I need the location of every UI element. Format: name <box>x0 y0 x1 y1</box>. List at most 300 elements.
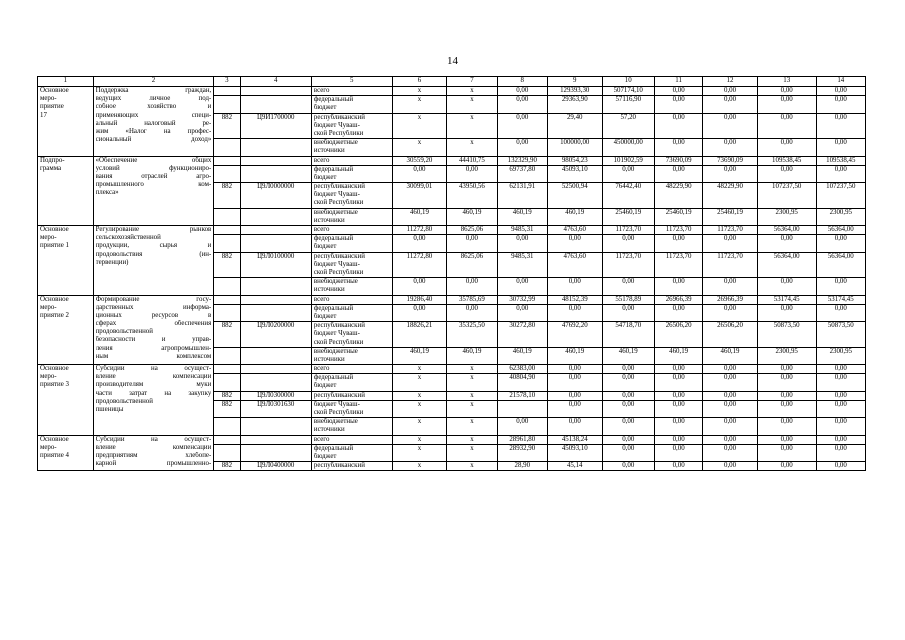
text-line: Основное <box>40 295 69 303</box>
amount-cell: 0,00 <box>654 365 702 374</box>
text-line: применяющих специ- <box>95 111 212 119</box>
text-line: тервенции) <box>95 258 129 266</box>
grbs-code <box>214 435 240 444</box>
amount-cell: 45,14 <box>547 462 602 471</box>
text-line: республиканский <box>313 462 365 470</box>
text-line: федеральный <box>313 304 354 312</box>
amount-cell: 53174,45 <box>757 295 816 304</box>
grbs-code: 882 <box>214 391 240 400</box>
funding-source <box>311 322 392 348</box>
text-line: источники <box>313 147 345 155</box>
amount-cell: 0,00 <box>497 304 547 321</box>
amount-cell: 107237,50 <box>816 183 865 209</box>
activity-title <box>93 435 214 471</box>
amount-cell: 0,00 <box>816 139 865 156</box>
amount-cell: 0,00 <box>602 435 654 444</box>
text-line: внебюджетные <box>313 418 358 426</box>
funding-source <box>311 400 392 417</box>
amount-cell: 11272,80 <box>392 252 447 278</box>
grbs-code <box>214 365 240 374</box>
amount-cell: 0,00 <box>757 444 816 461</box>
funding-source <box>311 278 392 295</box>
amount-cell: 0,00 <box>757 374 816 391</box>
amount-cell: 0,00 <box>816 235 865 252</box>
grbs-code: 882 <box>214 322 240 348</box>
text-line: 17 <box>40 111 47 119</box>
amount-cell: 35785,69 <box>447 295 497 304</box>
text-line: меро- <box>40 234 57 242</box>
text-line: продукции, сырья и <box>95 242 212 250</box>
amount-cell: 11723,70 <box>654 226 702 235</box>
column-header: 5 <box>311 77 392 87</box>
amount-cell: 48229,90 <box>703 183 758 209</box>
text-line: приятие 2 <box>40 311 69 319</box>
grbs-code: 882 <box>214 183 240 209</box>
text-line: внебюджетные <box>313 139 358 147</box>
column-header: 12 <box>703 77 758 87</box>
activity-kind <box>38 295 94 365</box>
amount-cell: x <box>447 391 497 400</box>
text-line: меро- <box>40 303 57 311</box>
text-line: республиканский <box>313 322 365 330</box>
budget-classification-code: Ц9Л0200000 <box>240 322 311 348</box>
amount-cell: 26966,39 <box>703 295 758 304</box>
text-line: всего <box>313 87 330 94</box>
amount-cell: 0,00 <box>816 374 865 391</box>
header-row <box>38 77 866 87</box>
amount-cell: x <box>447 444 497 461</box>
text-line: меро- <box>40 373 57 381</box>
column-header: 1 <box>38 77 94 87</box>
grbs-code: 882 <box>214 113 240 139</box>
amount-cell: 25460,19 <box>602 208 654 225</box>
text-line: меро- <box>40 443 57 451</box>
amount-cell: x <box>447 418 497 435</box>
grbs-code <box>214 208 240 225</box>
amount-cell: 0,00 <box>816 444 865 461</box>
text-line: республиканский <box>313 391 365 399</box>
amount-cell: 26506,20 <box>654 322 702 348</box>
text-line: карной промышленно- <box>95 460 212 468</box>
amount-cell: x <box>392 400 447 417</box>
funding-source <box>311 156 392 165</box>
text-line: вление компенсации <box>95 443 212 451</box>
text-line: внебюджетные <box>313 208 358 216</box>
amount-cell: 0,00 <box>703 391 758 400</box>
amount-cell: 0,00 <box>547 418 602 435</box>
text-line: жим «Налог на профес- <box>95 127 212 135</box>
amount-cell: 44410,75 <box>447 156 497 165</box>
funding-source <box>311 435 392 444</box>
amount-cell: 0,00 <box>497 113 547 139</box>
activity-kind <box>38 226 94 296</box>
text-line: ления агропромышлен- <box>95 344 212 352</box>
amount-cell: 0,00 <box>602 165 654 182</box>
amount-cell: 0,00 <box>816 278 865 295</box>
budget-classification-code <box>240 304 311 321</box>
amount-cell: 0,00 <box>497 87 547 96</box>
budget-classification-code: Ц9Л0000000 <box>240 183 311 209</box>
table-row <box>38 435 866 444</box>
amount-cell: 4763,60 <box>547 252 602 278</box>
amount-cell: 0,00 <box>547 365 602 374</box>
amount-cell: 0,00 <box>602 444 654 461</box>
amount-cell: 0,00 <box>757 113 816 139</box>
amount-cell: 0,00 <box>703 435 758 444</box>
amount-cell: x <box>447 96 497 113</box>
amount-cell: 11723,70 <box>602 252 654 278</box>
grbs-code <box>214 278 240 295</box>
amount-cell: 45093,10 <box>547 444 602 461</box>
amount-cell: 129393,30 <box>547 87 602 96</box>
text-line: Основное <box>40 365 69 373</box>
text-line: производителям муки <box>95 381 212 389</box>
text-line: Основное <box>40 435 69 443</box>
text-line: приятие 1 <box>40 242 69 250</box>
amount-cell: x <box>447 87 497 96</box>
amount-cell: 0,00 <box>816 87 865 96</box>
amount-cell: x <box>392 96 447 113</box>
grbs-code <box>214 87 240 96</box>
amount-cell: 0,00 <box>447 304 497 321</box>
text-line: ционных ресурсов в <box>95 311 212 319</box>
text-line: бюджет Чуваш- <box>313 260 360 268</box>
text-line: бюджет <box>313 173 337 181</box>
text-line: продовольственной <box>95 397 153 405</box>
grbs-code <box>214 295 240 304</box>
text-line: бюджет <box>313 312 337 320</box>
amount-cell: 98054,23 <box>547 156 602 165</box>
amount-cell: 11723,70 <box>602 226 654 235</box>
amount-cell: 48152,39 <box>547 295 602 304</box>
amount-cell: 0,00 <box>757 400 816 417</box>
amount-cell: 109538,45 <box>816 156 865 165</box>
amount-cell: 0,00 <box>654 400 702 417</box>
grbs-code <box>214 418 240 435</box>
text-line: источники <box>313 216 345 224</box>
amount-cell: 55178,89 <box>602 295 654 304</box>
column-header: 14 <box>816 77 865 87</box>
text-line: Поддержка граждан, <box>95 87 212 94</box>
amount-cell: 0,00 <box>497 278 547 295</box>
budget-classification-code <box>240 208 311 225</box>
amount-cell: 62383,00 <box>497 365 547 374</box>
amount-cell: 50873,50 <box>757 322 816 348</box>
amount-cell: 26966,39 <box>654 295 702 304</box>
activity-title <box>93 156 214 226</box>
text-line: предприятиям хлебопе- <box>95 451 212 459</box>
text-line: бюджет <box>313 104 337 112</box>
amount-cell: 21578,10 <box>497 391 547 400</box>
text-line: всего <box>313 435 330 443</box>
text-line: бюджет <box>313 382 337 390</box>
activity-title <box>93 226 214 296</box>
budget-classification-code <box>240 87 311 96</box>
budget-classification-code: Ц9Л0301630 <box>240 400 311 417</box>
amount-cell: 35325,50 <box>447 322 497 348</box>
amount-cell: x <box>392 391 447 400</box>
budget-classification-code <box>240 165 311 182</box>
text-line: «Обеспечение общих <box>95 156 212 164</box>
amount-cell: 62131,91 <box>497 183 547 209</box>
amount-cell: 54718,70 <box>602 322 654 348</box>
amount-cell: 30272,80 <box>497 322 547 348</box>
amount-cell: 0,00 <box>816 400 865 417</box>
amount-cell: 0,00 <box>703 87 758 96</box>
amount-cell: x <box>447 462 497 471</box>
amount-cell: x <box>447 365 497 374</box>
funding-source <box>311 391 392 400</box>
text-line: дарственных информа- <box>95 303 212 311</box>
amount-cell: 56364,00 <box>757 252 816 278</box>
text-line: ской Республики <box>313 129 364 137</box>
amount-cell: 0,00 <box>602 365 654 374</box>
text-line: альный налоговый ре- <box>95 119 212 127</box>
amount-cell: 107237,50 <box>757 183 816 209</box>
activity-kind <box>38 156 94 226</box>
funding-source <box>311 208 392 225</box>
amount-cell: 0,00 <box>703 139 758 156</box>
budget-classification-code <box>240 226 311 235</box>
text-line: ведущих личное под- <box>95 95 212 103</box>
text-line: всего <box>313 365 330 373</box>
amount-cell <box>497 400 547 417</box>
text-line: республиканский <box>313 183 365 191</box>
budget-classification-code <box>240 156 311 165</box>
amount-cell: x <box>392 139 447 156</box>
amount-cell: x <box>447 400 497 417</box>
amount-cell: 25460,19 <box>654 208 702 225</box>
amount-cell: 0,00 <box>654 304 702 321</box>
amount-cell: 2300,95 <box>757 208 816 225</box>
amount-cell: x <box>392 462 447 471</box>
budget-classification-code <box>240 365 311 374</box>
amount-cell: 0,00 <box>816 462 865 471</box>
amount-cell: 11723,70 <box>703 252 758 278</box>
column-header: 7 <box>447 77 497 87</box>
amount-cell: 47692,20 <box>547 322 602 348</box>
amount-cell: 100000,00 <box>547 139 602 156</box>
text-line: ской Республики <box>313 338 364 346</box>
amount-cell: 11723,70 <box>654 252 702 278</box>
text-line: ным комплексом <box>95 352 212 360</box>
column-header: 10 <box>602 77 654 87</box>
amount-cell: 0,00 <box>654 391 702 400</box>
amount-cell: 0,00 <box>816 391 865 400</box>
budget-classification-code: Ц9Л0400000 <box>240 462 311 471</box>
amount-cell: 30732,99 <box>497 295 547 304</box>
amount-cell: 0,00 <box>547 278 602 295</box>
funding-source <box>311 113 392 139</box>
amount-cell: 57116,90 <box>602 96 654 113</box>
text-line: вания отраслей агро- <box>95 172 212 180</box>
grbs-code: 882 <box>214 462 240 471</box>
amount-cell: 25460,19 <box>703 208 758 225</box>
amount-cell: 0,00 <box>497 418 547 435</box>
amount-cell: 0,00 <box>703 444 758 461</box>
text-line: источники <box>313 426 345 434</box>
funding-source <box>311 347 392 364</box>
amount-cell: 0,00 <box>703 400 758 417</box>
amount-cell: x <box>392 374 447 391</box>
text-line: приятие 4 <box>40 451 69 459</box>
amount-cell: 0,00 <box>757 435 816 444</box>
amount-cell: 0,00 <box>392 235 447 252</box>
amount-cell: 0,00 <box>816 304 865 321</box>
budget-classification-code <box>240 418 311 435</box>
amount-cell: 57,20 <box>602 113 654 139</box>
text-line: промышленного ком- <box>95 181 212 189</box>
amount-cell: 28932,90 <box>497 444 547 461</box>
grbs-code <box>214 165 240 182</box>
funding-source <box>311 96 392 113</box>
budget-classification-code <box>240 374 311 391</box>
text-line: всего <box>313 156 330 164</box>
amount-cell: 43950,56 <box>447 183 497 209</box>
grbs-code <box>214 156 240 165</box>
funding-source <box>311 374 392 391</box>
amount-cell: 0,00 <box>654 462 702 471</box>
activity-kind <box>38 435 94 471</box>
text-line: продовольствия (ин- <box>95 250 212 258</box>
amount-cell: 0,00 <box>654 418 702 435</box>
text-line: федеральный <box>313 235 354 243</box>
amount-cell: 0,00 <box>602 278 654 295</box>
funding-source <box>311 304 392 321</box>
page-number: 14 <box>447 55 458 67</box>
grbs-code: 882 <box>214 400 240 417</box>
column-header: 11 <box>654 77 702 87</box>
text-line: бюджет <box>313 452 337 460</box>
amount-cell: 0,00 <box>654 278 702 295</box>
amount-cell: 0,00 <box>703 165 758 182</box>
column-header: 8 <box>497 77 547 87</box>
budget-classification-code <box>240 444 311 461</box>
table-row <box>38 365 866 374</box>
amount-cell: 0,00 <box>654 165 702 182</box>
text-line: меро- <box>40 95 57 103</box>
amount-cell: 0,00 <box>654 87 702 96</box>
amount-cell: 53174,45 <box>816 295 865 304</box>
amount-cell: 4763,60 <box>547 226 602 235</box>
amount-cell: 9485,31 <box>497 252 547 278</box>
amount-cell: x <box>447 374 497 391</box>
amount-cell: 507174,10 <box>602 87 654 96</box>
amount-cell: 0,00 <box>602 418 654 435</box>
amount-cell: 0,00 <box>703 235 758 252</box>
text-line: Подпро- <box>40 156 65 164</box>
text-line: федеральный <box>313 444 354 452</box>
text-line: всего <box>313 226 330 234</box>
text-line: всего <box>313 295 330 303</box>
grbs-code <box>214 374 240 391</box>
grbs-code <box>214 235 240 252</box>
amount-cell: 76442,40 <box>602 183 654 209</box>
amount-cell: 0,00 <box>816 365 865 374</box>
amount-cell: 50873,50 <box>816 322 865 348</box>
amount-cell: 0,00 <box>816 435 865 444</box>
amount-cell: 45138,24 <box>547 435 602 444</box>
amount-cell: 30559,20 <box>392 156 447 165</box>
text-line: плекса» <box>95 189 119 197</box>
amount-cell: 0,00 <box>654 96 702 113</box>
amount-cell: 0,00 <box>703 462 758 471</box>
amount-cell: 0,00 <box>757 391 816 400</box>
text-line: бюджет Чуваш- <box>313 330 360 338</box>
text-line: внебюджетные <box>313 347 358 355</box>
amount-cell: 460,19 <box>497 347 547 364</box>
amount-cell: 0,00 <box>547 304 602 321</box>
amount-cell: 0,00 <box>816 418 865 435</box>
text-line: сферах обеспечения <box>95 320 212 328</box>
amount-cell: 0,00 <box>757 418 816 435</box>
amount-cell: 0,00 <box>654 374 702 391</box>
amount-cell: 73690,09 <box>654 156 702 165</box>
grbs-code <box>214 444 240 461</box>
budget-classification-code <box>240 96 311 113</box>
column-header: 4 <box>240 77 311 87</box>
amount-cell: x <box>392 435 447 444</box>
amount-cell: 9485,31 <box>497 226 547 235</box>
text-line: сельскохозяйственной <box>95 234 161 242</box>
text-line: собное хозяйство и <box>95 103 212 111</box>
text-line: продовольственной <box>95 328 153 336</box>
amount-cell: 0,00 <box>602 235 654 252</box>
amount-cell: 56364,00 <box>816 226 865 235</box>
grbs-code <box>214 347 240 364</box>
text-line: федеральный <box>313 96 354 104</box>
amount-cell: x <box>392 87 447 96</box>
budget-classification-code: Ц9Л0100000 <box>240 252 311 278</box>
amount-cell: 8625,06 <box>447 252 497 278</box>
funding-source <box>311 418 392 435</box>
amount-cell: 0,00 <box>757 87 816 96</box>
amount-cell: 0,00 <box>654 113 702 139</box>
amount-cell: 0,00 <box>757 462 816 471</box>
text-line: бюджет Чуваш- <box>313 400 360 408</box>
activity-kind <box>38 365 94 436</box>
budget-classification-code <box>240 235 311 252</box>
amount-cell: 0,00 <box>447 165 497 182</box>
amount-cell: 0,00 <box>602 462 654 471</box>
amount-cell: 0,00 <box>703 418 758 435</box>
amount-cell: 2300,95 <box>816 208 865 225</box>
amount-cell: 73690,09 <box>703 156 758 165</box>
text-line: бюджет Чуваш- <box>313 191 360 199</box>
amount-cell: 0,00 <box>757 278 816 295</box>
table-row <box>38 156 866 165</box>
amount-cell: 2300,95 <box>816 347 865 364</box>
text-line: приятие <box>40 103 64 111</box>
text-line: Основное <box>40 226 69 234</box>
amount-cell: 0,00 <box>392 304 447 321</box>
amount-cell: 460,19 <box>547 347 602 364</box>
amount-cell: 0,00 <box>602 304 654 321</box>
text-line: части затрат на закупку <box>95 389 212 397</box>
amount-cell: 460,19 <box>602 347 654 364</box>
funding-source <box>311 226 392 235</box>
text-line: внебюджетные <box>313 278 358 286</box>
grbs-code <box>214 96 240 113</box>
amount-cell: 29,40 <box>547 113 602 139</box>
amount-cell: 0,00 <box>654 435 702 444</box>
column-header: 9 <box>547 77 602 87</box>
column-header: 2 <box>93 77 214 87</box>
text-line: сиональный доход» <box>95 136 212 144</box>
amount-cell: 40804,90 <box>497 374 547 391</box>
amount-cell: 0,00 <box>703 374 758 391</box>
amount-cell: 0,00 <box>654 139 702 156</box>
